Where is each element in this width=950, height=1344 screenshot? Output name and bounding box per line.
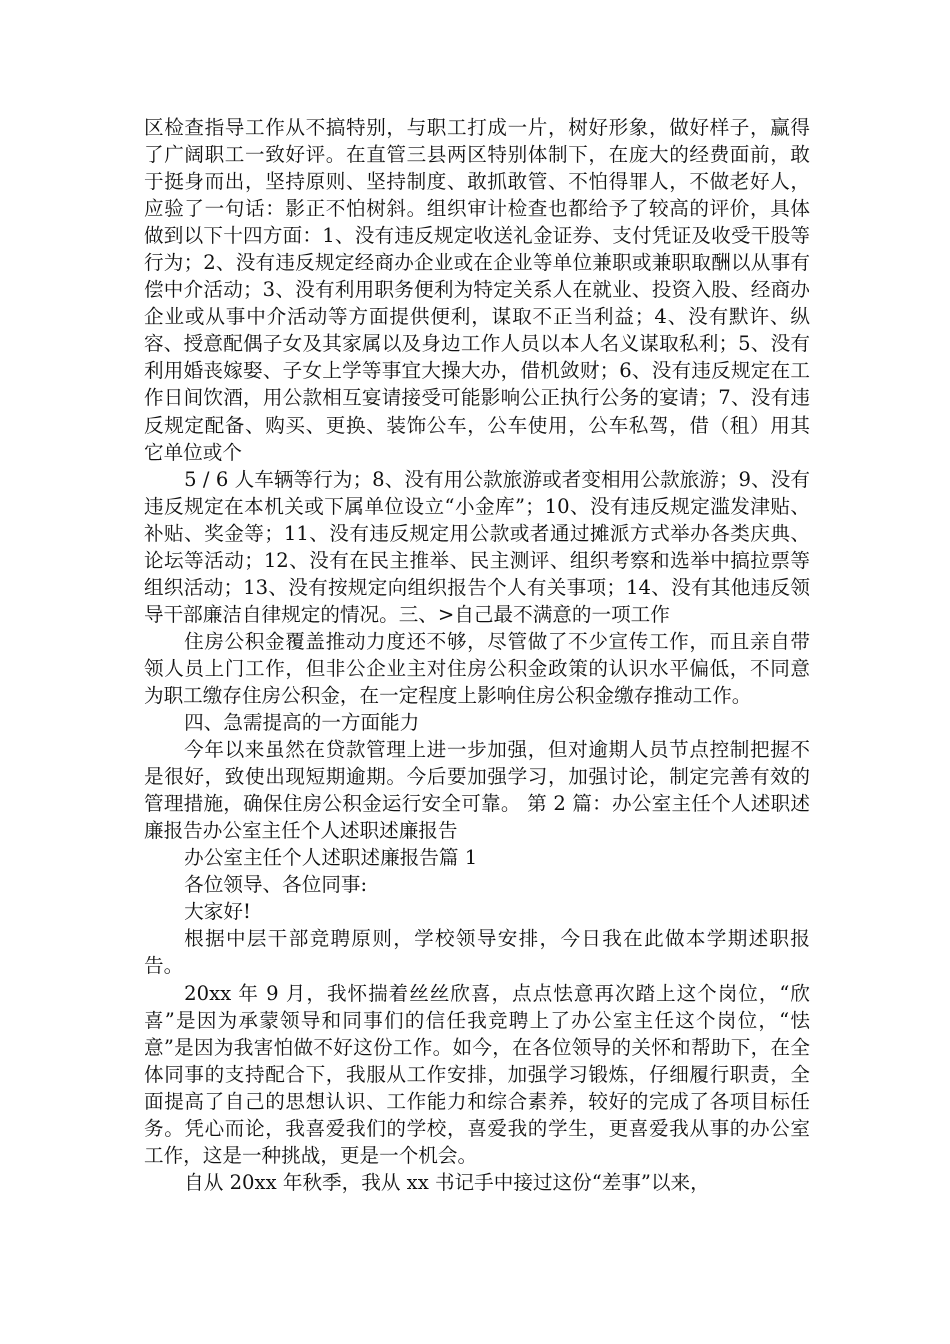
report-title: 办公室主任个人述职述廉报告篇 1 [184, 846, 478, 870]
paragraph-appointment: 20xx 年 9 月，我怀揣着丝丝欣喜，点点怯意再次踏上这个岗位，“欣喜”是因为承蒙领导和同事们的信任我竞聘上了办公室主任这个岗位，“怯意”是因为我害怕做不好这份工作。如今，在各位领导的关怀和帮助下，在全体同事的支持配合下，我服从工作安排，加强学习锻炼，仔细履行职责，全面提高了自己的思想认识、工作能力和综合素养，较好的完成了各项目标任务。凭心而论，我喜爱我们的学校，喜爱我的学生，更喜爱我从事的办公室工作，这是一种挑战，更是一个机会。 [144, 981, 810, 1167]
paragraph-since-autumn: 自从 20xx 年秋季，我从 xx 书记手中接过这份“差事”以来， [184, 1170, 710, 1194]
salutation: 各位领导、各位同事: [184, 873, 368, 897]
paragraph-integrity-list-part1: 区检查指导工作从不搞特别，与职工打成一片，树好形象，做好样子，赢得了广阔职工一致好评。在直管三县两区特别体制下，在庞大的经费面前，敢于挺身而出，坚持原则、坚持制度、敢抓敢管、不怕得罪人，不做老好人，应验了一句话：影正不怕树斜。组织审计检查也都给予了较高的评价，具体做到以下十四方面：1、没有违反规定收送礼金证券、支付凭证及收受干股等行为；2、没有违反规定经商办企业或在企业等单位兼职或兼职取酬以从事有偿中介活动；3、没有利用职务便利为特定关系人在就业、投资入股、经商办企业或从事中介活动等方面提供便利，谋取不正当利益；4、没有默许、纵容、授意配偶子女及其家属以及身边工作人员以本人名义谋取私利；5、没有利用婚丧嫁娶、子女上学等事宜大操大办，借机敛财；6、没有违反规定在工作日间饮酒，用公款相互宴请接受可能影响公正执行公务的宴请；7、没有违反规定配备、购买、更换、装饰公车，公车使用，公车私驾，借（租）用其它单位或个 [144, 116, 810, 464]
paragraph-loan-management: 今年以来虽然在贷款管理上进一步加强，但对逾期人员节点控制把握不是很好，致使出现短期逾期。今后要加强学习，加强讨论，制定完善有效的管理措施，确保住房公积金运行安全可靠。 第 2 篇：办公室主任个人述职述廉报告办公室主任个人述职述廉报告 [144, 738, 810, 843]
paragraph-least-satisfied-work: 住房公积金覆盖推动力度还不够，尽管做了不少宣传工作，而且亲自带领人员上门工作，但非公企业主对住房公积金政策的认识水平偏低，不同意为职工缴存住房公积金，在一定程度上影响住房公积金缴存推动工作。 [144, 629, 810, 707]
document-body [144, 114, 810, 1196]
greeting: 大家好! [184, 900, 251, 924]
paragraph-report-intro: 根据中层干部竞聘原则，学校领导安排，今日我在此做本学期述职报告。 [144, 927, 810, 978]
paragraph-integrity-list-part2: 5 / 6 人车辆等行为；8、没有用公款旅游或者变相用公款旅游；9、没有违反规定在本机关或下属单位设立“小金库”；10、没有违反规定滥发津贴、补贴、奖金等；11、没有违反规定用公款或者通过摊派方式举办各类庆典、论坛等活动；12、没有在民主推举、民主测评、组织考察和选举中搞拉票等组织活动；13、没有按规定向组织报告个人有关事项；14、没有其他违反领导干部廉洁自律规定的情况。三、>自己最不满意的一项工作 [144, 467, 810, 626]
section-heading-ability: 四、急需提高的一方面能力 [184, 711, 420, 735]
